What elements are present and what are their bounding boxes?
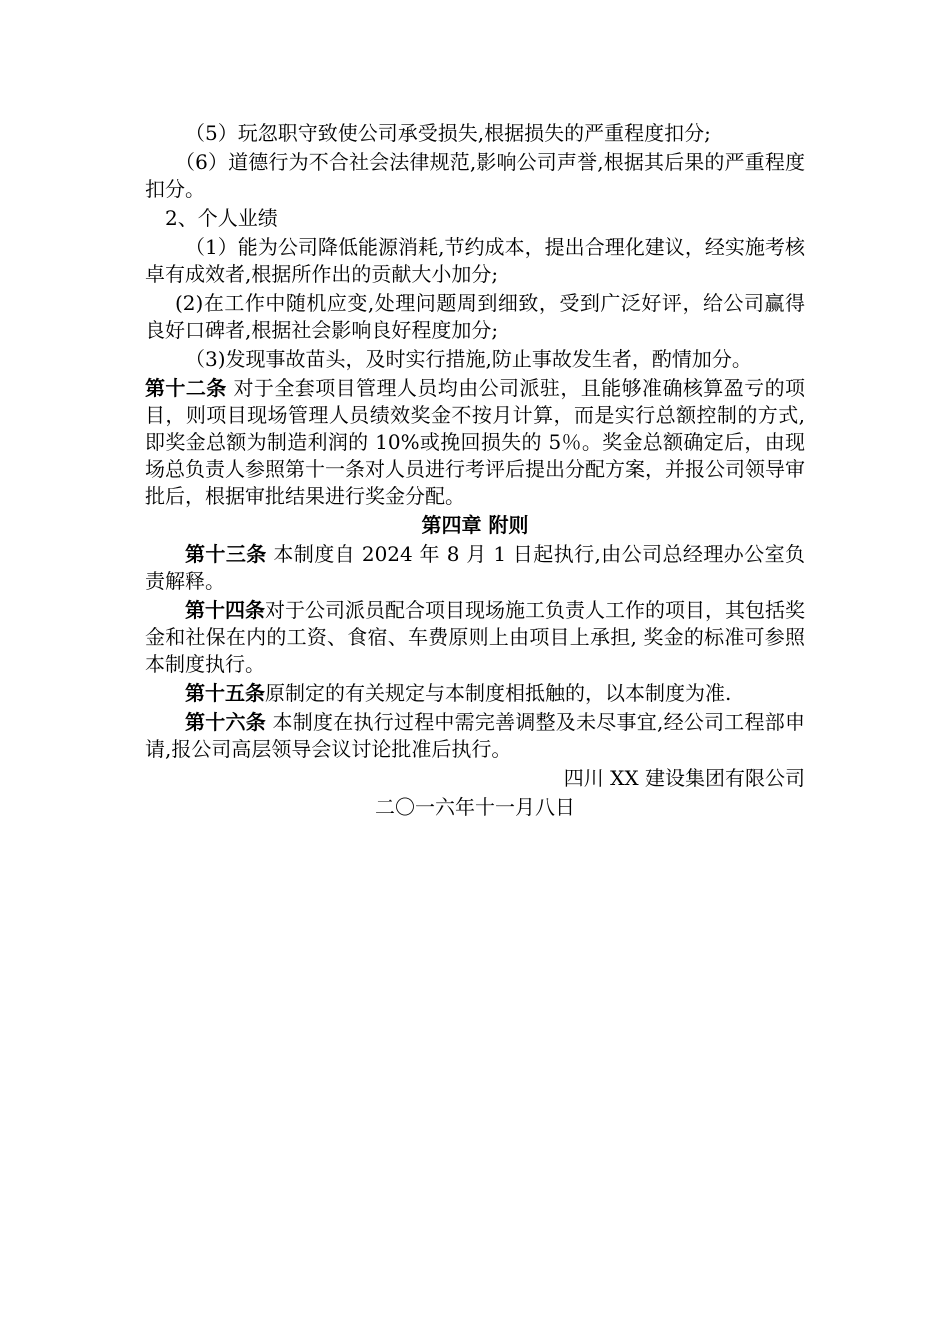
section-personal-performance: 2、个人业绩 — [165, 206, 278, 230]
article-13-label: 第十三条 — [185, 542, 267, 566]
performance-item-3: （3)发现事故苗头，及时实行措施,防止事故发生者，酌情加分。 — [185, 347, 752, 371]
article-12-text: 对于全套项目管理人员均由公司派驻，且能够准确核算盈亏的项目，则项目现场管理人员绩效奖金不按月计算，而是实行总额控制的方式,即奖金总额为制造利润的 10%或挽回损失的 5％。奖金总额确定后，由现场总负责人参照第十一条对人员进行考评后提出分配方案，并报公司领导审批后，根据审批结果进行奖金分配。 — [145, 376, 806, 508]
article-16-text: 本制度在执行过程中需完善调整及未尽事宜,经公司工程部申请,报公司高层领导会议讨论批准后执行。 — [145, 710, 806, 761]
article-15-label: 第十五条 — [185, 681, 265, 705]
article-13 — [145, 541, 805, 595]
article-12 — [145, 375, 805, 510]
signature-company: 四川 XX 建设集团有限公司 — [563, 766, 805, 790]
article-16-label: 第十六条 — [185, 710, 266, 734]
article-12-label: 第十二条 — [145, 376, 227, 400]
article-14 — [145, 597, 805, 678]
item-5: （5）玩忽职守致使公司承受损失,根据损失的严重程度扣分; — [185, 121, 711, 145]
signature-date: 二〇一六年十一月八日 — [375, 795, 575, 819]
performance-item-1: （1）能为公司降低能源消耗,节约成本，提出合理化建议，经实施考核卓有成效者,根据所作出的贡献大小加分; — [145, 235, 805, 286]
article-15 — [145, 680, 805, 707]
item-6: （6）道德行为不合社会法律规范,影响公司声誉,根据其后果的严重程度扣分。 — [145, 150, 805, 201]
performance-item-2: (2)在工作中随机应变,处理问题周到细致，受到广泛好评，给公司赢得良好口碑者,根据社会影响良好程度加分; — [145, 291, 805, 342]
document-page — [145, 120, 805, 823]
article-15-text: 原制定的有关规定与本制度相抵触的，以本制度为准. — [265, 681, 732, 705]
article-14-text: 对于公司派员配合项目现场施工负责人工作的项目，其包括奖金和社保在内的工资、食宿、车费原则上由项目上承担, 奖金的标准可参照本制度执行。 — [145, 598, 805, 676]
article-13-text: 本制度自 2024 年 8 月 1 日起执行,由公司总经理办公室负责解释。 — [145, 542, 805, 593]
article-14-label: 第十四条 — [185, 598, 265, 622]
chapter-4-heading: 第四章 附则 — [421, 513, 529, 537]
article-16 — [145, 709, 805, 763]
